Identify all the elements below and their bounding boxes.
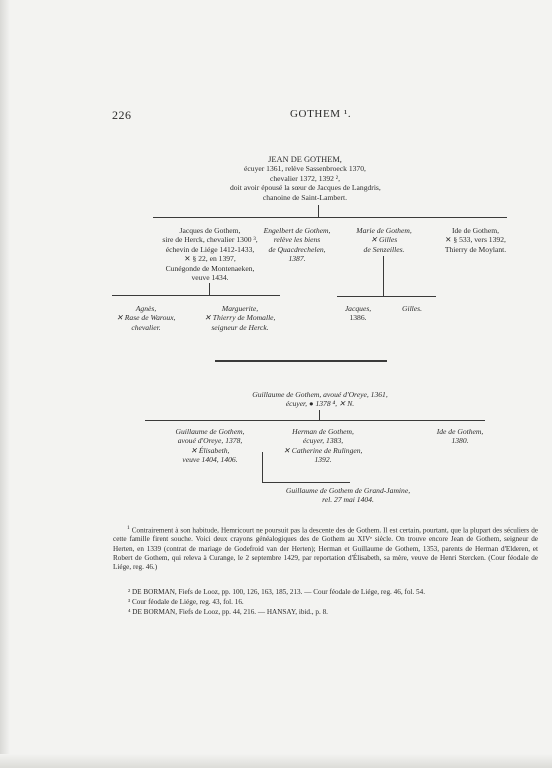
- text-line: veuve 1404, 1406.: [182, 455, 238, 465]
- tree2-root-connector: [319, 410, 320, 420]
- text-line: Jacques,: [344, 304, 372, 313]
- text-line: écuyer, ● 1378 ⁴, ✕ N.: [285, 399, 355, 409]
- text-line: 1392.: [314, 455, 332, 465]
- text-line: Jacques de Gothem,: [179, 226, 241, 235]
- tree1-child-engelbert: [252, 226, 342, 264]
- text-line: chevalier.: [131, 322, 161, 332]
- text-line: Marie de Gothem,: [356, 226, 412, 235]
- tree1-jacques-children-bar: [112, 295, 280, 296]
- footnote-marker: 1: [127, 525, 130, 531]
- page-edge-shadow: [0, 0, 10, 768]
- tree1-grandchild-jacques: [338, 304, 378, 323]
- text-line: 1380.: [451, 436, 469, 446]
- text-line: Herman de Gothem,: [292, 427, 354, 436]
- text-line: Guillaume de Gothem de Grand-Jamine,: [285, 486, 411, 495]
- tree1-root-connector: [318, 205, 319, 217]
- footnote-3: ³ Cour féodale de Liége, reg. 43, fol. 16.: [128, 598, 244, 606]
- tree2-sibling-bar: [145, 420, 485, 421]
- text-line: ✕ Élisabeth,: [190, 445, 230, 455]
- tree1-grandchild-marguerite: [190, 304, 290, 332]
- footnote-text: Contrairement à son habitude, Hemricourt ne poursuit pas la descente des de Gothem. Il est certain, pourtant, que la plupart des séculiers de cette famille firent souche. Voici deux crayons généalogiques des de Gothem au XIVᵉ siècle. On trouve encore Jean de Gothem, seigneur de Herten, en 1339 (contrat de mariage de Godefroid van der Herten); Herman et Guillaume de Gothem, 1353, parents de Herman d'Elderen, et Robert de Gothem, qui releva à Curange, le 2 septembre 1429, par reportation d'Élisabeth, sa mère, veuve de Henri Stercken. (Cour féodale de Liége, reg. 46.): [113, 526, 538, 571]
- text-line: veuve 1434.: [191, 273, 229, 283]
- tree1-root-line: écuyer 1361, relève Sassenbroeck 1370,: [244, 164, 366, 174]
- tree2-guillaume-connector: [262, 452, 263, 482]
- tree1-marie-children-bar: [337, 296, 436, 297]
- tree2-root: [225, 390, 415, 409]
- tree1-root-line: doit avoir épousé la sœur de Jacques de Langdris,: [230, 183, 381, 193]
- text-line: écuyer, 1383,: [302, 436, 344, 446]
- tree2-child-guillaume: [155, 427, 265, 465]
- tree2-child-ide: [420, 427, 500, 446]
- text-line: échevin de Liége 1412-1433,: [165, 244, 255, 254]
- tree1-grandchild-gilles: [392, 304, 432, 313]
- text-line: 1386.: [349, 313, 367, 323]
- text-line: ✕ § 22, en 1397,: [184, 254, 236, 264]
- tree1-root-name: JEAN DE GOTHEM,: [268, 155, 342, 164]
- page-title: GOTHEM ¹.: [290, 108, 352, 120]
- text-line: ✕ Thierry de Momalle,: [204, 313, 276, 323]
- text-line: de Senzeilles.: [363, 244, 405, 254]
- tree1-root-line: chanoine de Saint-Lambert.: [262, 192, 348, 202]
- text-line: ✕ Rase de Waroux,: [116, 313, 176, 323]
- text-line: avoué d'Oreye, 1378,: [177, 436, 243, 446]
- page-number: 226: [112, 108, 132, 122]
- tree2-guillaume-branch: [262, 482, 350, 483]
- text-line: Marguerite,: [221, 304, 259, 313]
- tree1-grandchild-agnes: [106, 304, 186, 332]
- text-line: seigneur de Herck.: [211, 322, 269, 332]
- text-line: de Quacdrechelen,: [268, 244, 326, 254]
- text-line: Agnès,: [135, 304, 157, 313]
- text-line: ✕ § 533, vers 1392,: [445, 235, 506, 245]
- text-line: Gilles.: [401, 304, 423, 313]
- tree1-root: [230, 155, 380, 202]
- tree1-jacques-connector: [209, 283, 210, 295]
- tree1-sibling-bar: [153, 217, 507, 218]
- section-separator: [215, 360, 387, 362]
- tree1-root-line: chevalier 1372, 1392 ²,: [270, 173, 340, 183]
- tree2-child-herman: [268, 427, 378, 465]
- text-line: Thierry de Moylant.: [444, 244, 507, 254]
- text-line: Ide de Gothem,: [436, 427, 484, 436]
- tree1-marie-connector: [383, 256, 384, 296]
- text-line: ✕ Gilles: [370, 235, 398, 245]
- text-line: Cunégonde de Montenaeken,: [165, 263, 255, 273]
- footnote-1: [113, 524, 538, 572]
- text-line: sire de Herck, chevalier 1300 ³,: [162, 235, 258, 245]
- text-line: relève les biens: [273, 235, 321, 245]
- tree1-child-marie: [340, 226, 428, 254]
- text-line: Guillaume de Gothem,: [175, 427, 245, 436]
- page-bottom-shadow: [0, 754, 552, 768]
- footnote-4: ⁴ DE BORMAN, Fiefs de Looz, pp. 44, 216. — HANSAY, ibid., p. 8.: [128, 608, 328, 616]
- tree1-child-ide: [428, 226, 523, 254]
- text-line: Engelbert de Gothem,: [263, 226, 331, 235]
- text-line: Ide de Gothem,: [451, 226, 500, 235]
- footnote-2: ² DE BORMAN, Fiefs de Looz, pp. 100, 126, 163, 185, 213. — Cour féodale de Liége, reg. 46, fol. 54.: [128, 588, 425, 596]
- text-line: 1387.: [288, 254, 306, 264]
- text-line: rel. 27 mai 1404.: [322, 495, 374, 505]
- text-line: Guillaume de Gothem, avoué d'Oreye, 1361,: [252, 390, 388, 399]
- tree2-grandchild-guillaume: [258, 486, 438, 505]
- text-line: ✕ Catherine de Rulingen,: [283, 445, 363, 455]
